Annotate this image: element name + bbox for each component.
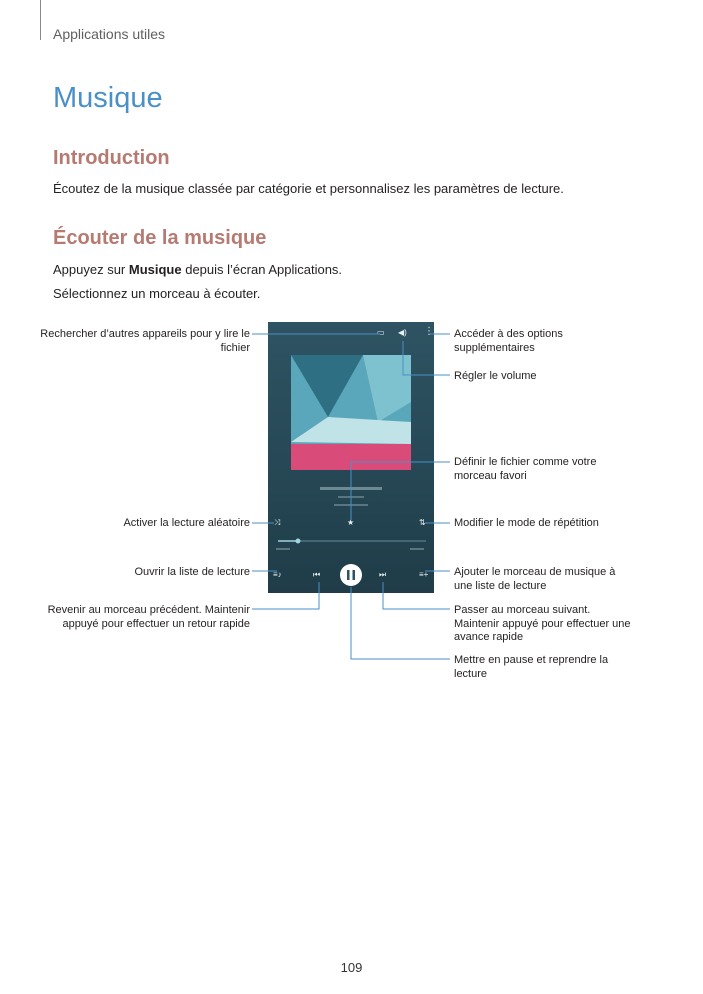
more-options-icon[interactable]: ⋮ <box>424 326 434 337</box>
step-1-suffix: depuis l’écran Applications. <box>181 262 343 277</box>
callout-volume: Régler le volume <box>454 370 537 382</box>
callout-more-options: Accéder à des options supplémentaires <box>454 328 563 354</box>
introduction-text: Écoutez de la musique classée par catégorie et personnalisez les paramètres de lecture. <box>53 181 564 196</box>
devices-icon[interactable]: ▭ <box>377 328 385 337</box>
callout-search-devices: Rechercher d’autres appareils pour y lire le fichier <box>40 328 250 354</box>
callout-playlist: Ouvrir la liste de lecture <box>134 566 250 578</box>
line-previous <box>252 582 319 609</box>
volume-icon[interactable]: ◀) <box>398 328 407 337</box>
step-1-app-name: Musique <box>128 262 182 277</box>
callout-repeat: Modifier le mode de répétition <box>454 517 599 529</box>
line-pause <box>351 587 450 659</box>
section-heading-introduction: Introduction <box>53 147 170 169</box>
callout-next: Passer au morceau suivant. Maintenir appuyé pour effectuer une avance rapide <box>454 604 631 643</box>
chapter-header: Applications utiles <box>53 26 166 42</box>
step-1-prefix: Appuyez sur <box>53 262 129 277</box>
shuffle-icon[interactable]: ⤨ <box>274 518 281 527</box>
page-number: 109 <box>340 960 363 975</box>
step-2-text: Sélectionnez un morceau à écouter. <box>53 286 261 301</box>
add-to-playlist-icon[interactable]: ≡+ <box>419 570 429 579</box>
repeat-icon[interactable]: ⇅ <box>419 518 426 527</box>
section-heading-listen: Écouter de la musique <box>53 227 267 249</box>
line-volume <box>403 341 450 375</box>
previous-icon[interactable]: ⏮ <box>313 570 321 579</box>
callout-pause: Mettre en pause et reprendre la lecture <box>454 654 609 680</box>
callout-previous: Revenir au morceau précédent. Maintenir appuyé pour effectuer un retour rapide <box>47 604 250 630</box>
callout-shuffle: Activer la lecture aléatoire <box>123 517 250 529</box>
next-icon[interactable]: ⏭ <box>379 570 387 579</box>
line-next <box>383 582 450 609</box>
playlist-icon[interactable]: ≡♪ <box>273 570 282 579</box>
favourite-star-icon[interactable]: ★ <box>347 518 355 527</box>
callout-favourite: Définir le fichier comme votre morceau favori <box>454 456 597 482</box>
page-title: Musique <box>53 82 163 114</box>
line-favourite <box>351 462 450 520</box>
callout-add-to-playlist: Ajouter le morceau de musique à une liste de lecture <box>454 566 616 592</box>
